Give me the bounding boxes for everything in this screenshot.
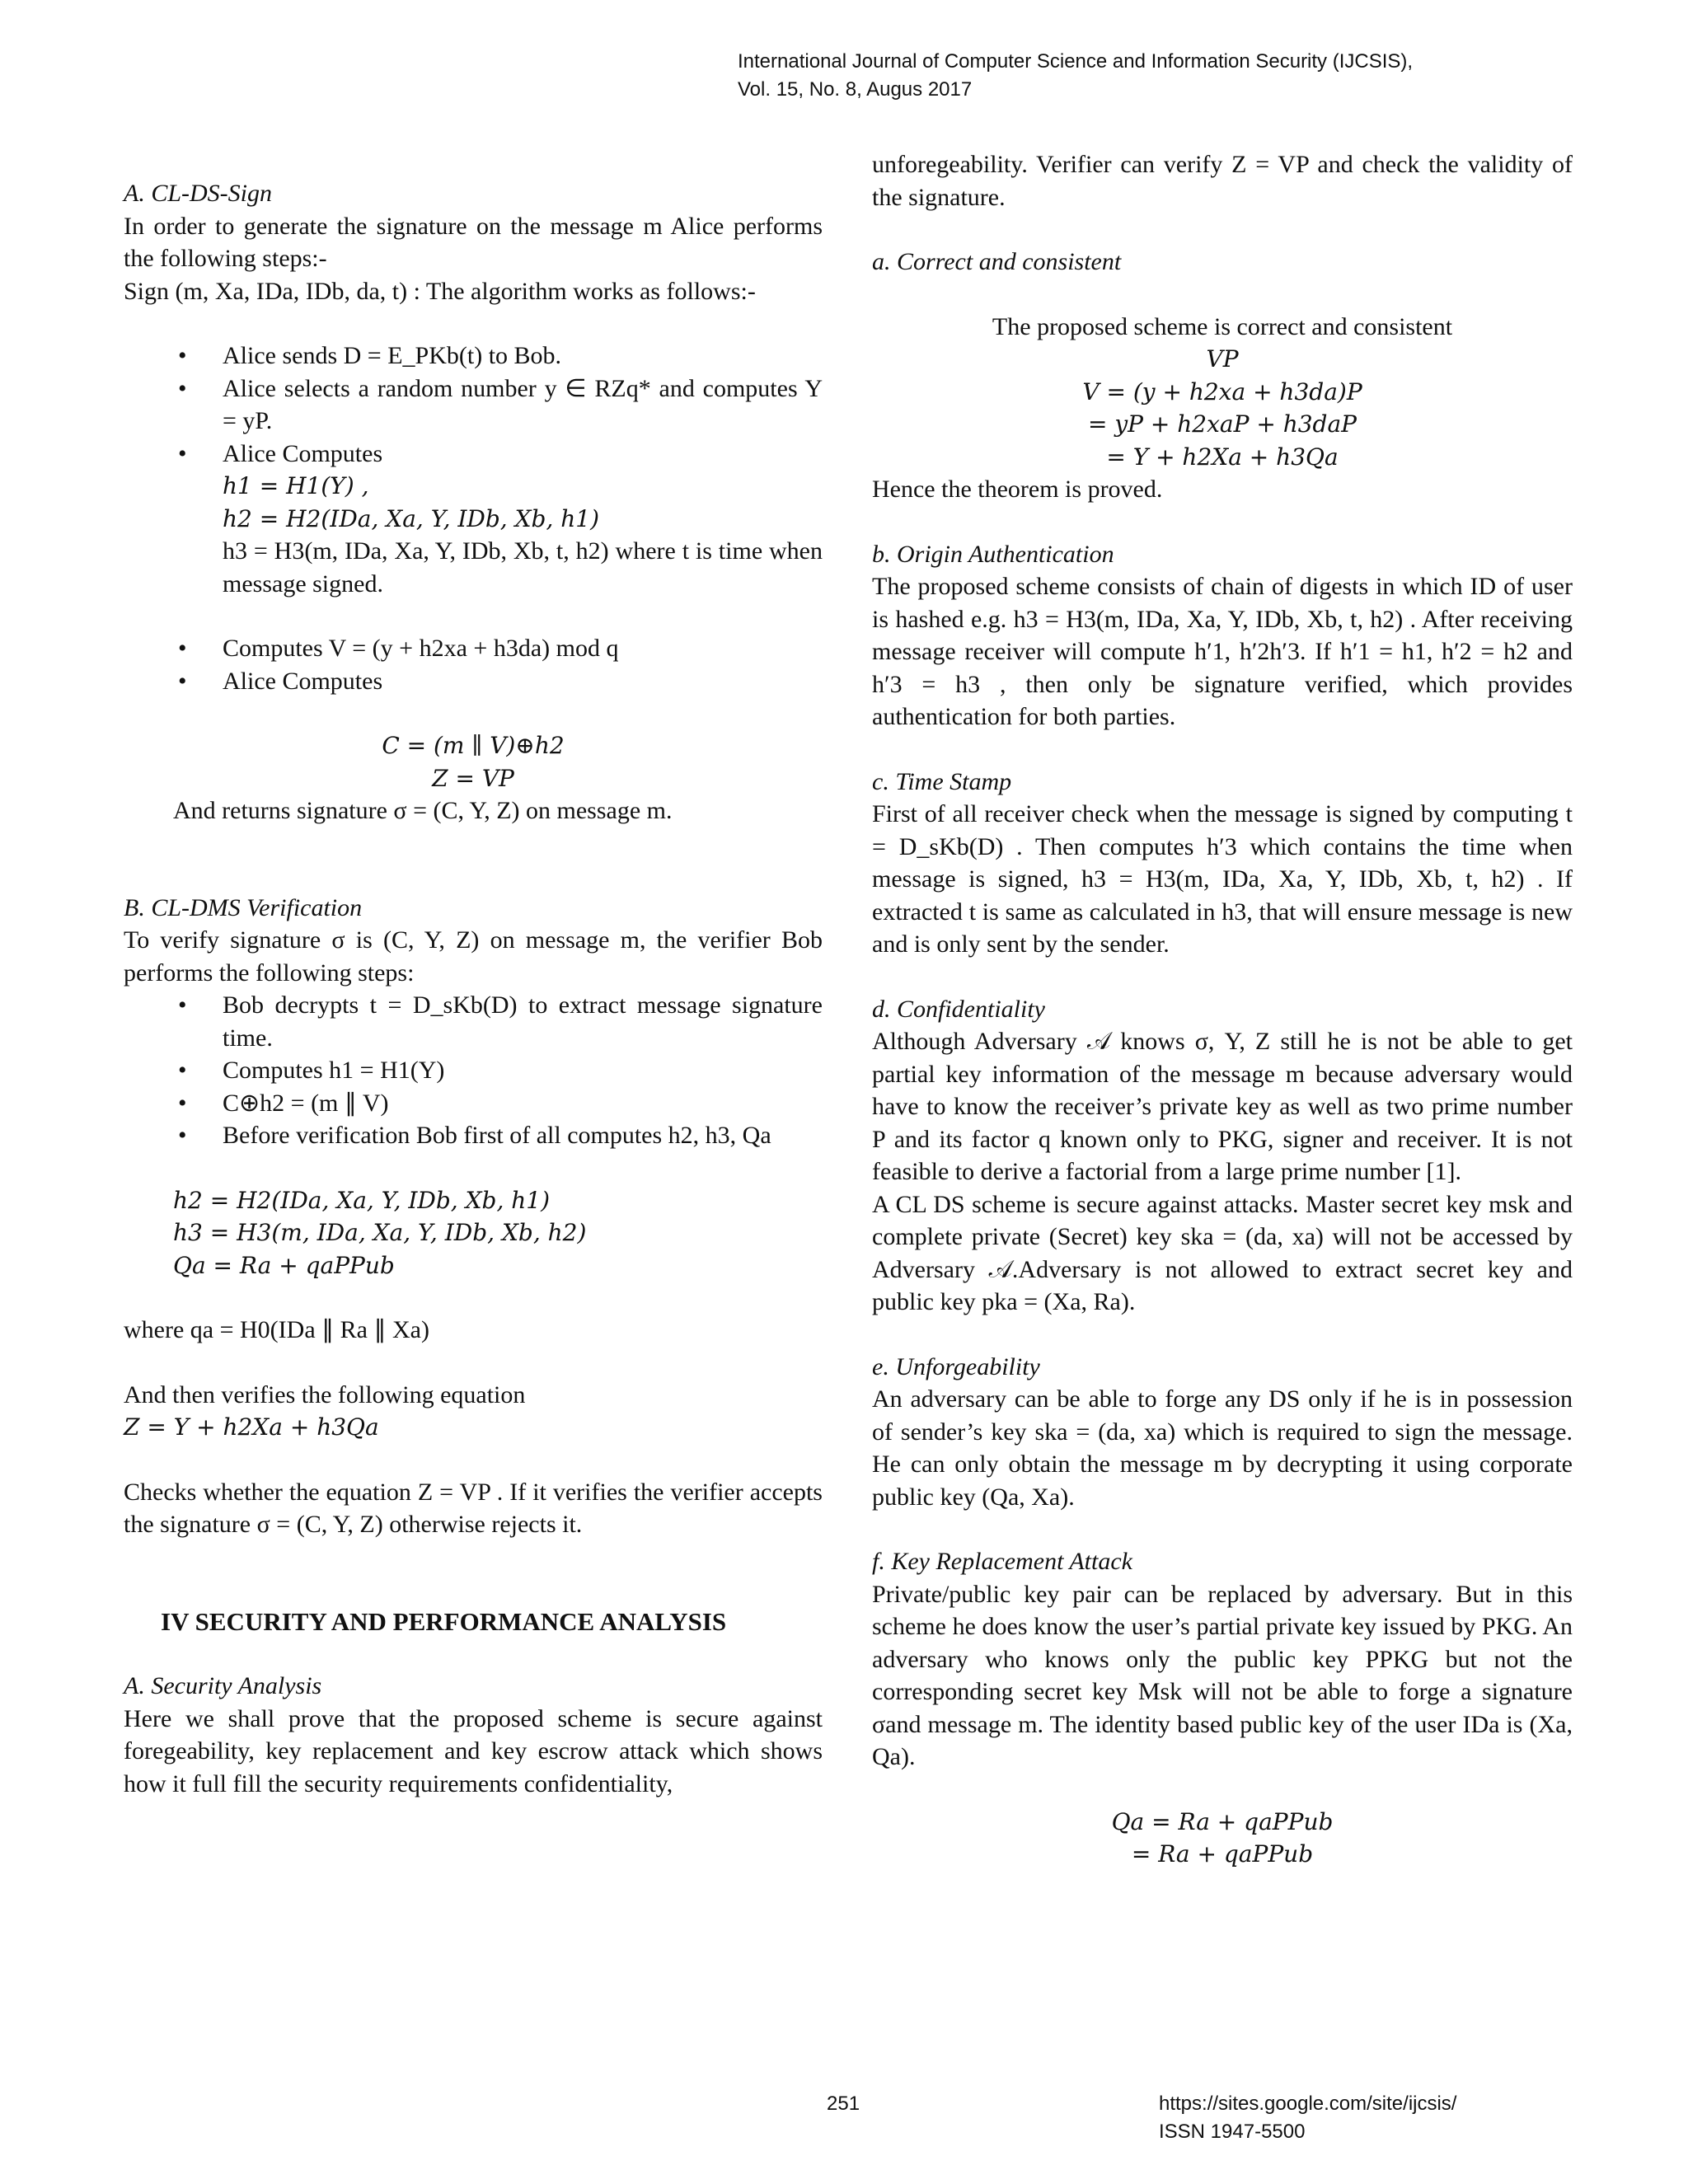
where-qa: where qa = H0(IDa ∥ Ra ∥ Xa)	[124, 1316, 429, 1343]
verify-eq-h3: h3 = H3(m, IDa, Xa, Y, IDb, Xb, h2)	[173, 1219, 587, 1246]
sign-step-3-label: • Alice Computes	[223, 439, 383, 467]
subsec-b-title: b. Origin Authentication	[872, 540, 1114, 568]
confidentiality-text-1: Although Adversary 𝒜 knows σ, Y, Z still he is not be able to get partial key information of the message m because adversary would have to know the receiver’s private key as well as two prime number P and its factor q known only to PKG, signer and receiver. It is not feasible to derive a factorial from a large prime number [1].	[872, 1028, 1573, 1185]
section-a-title: A. CL-DS-Sign	[124, 180, 272, 207]
theorem-proved: Hence the theorem is proved.	[872, 476, 1163, 503]
verify-steps-list	[124, 989, 823, 1152]
verify-step-1: • Bob decrypts t = D_sKb(D) to extract message signature time.	[223, 989, 823, 1054]
qa-eq-2: = Ra + qaPPub	[1131, 1840, 1314, 1868]
sign-step-2: • Alice selects a random number y ∈ RZq* and computes Y = yP.	[223, 373, 823, 438]
page-number: 251	[827, 2093, 860, 2115]
sign-steps-list	[124, 340, 823, 600]
subsec-f-title: f. Key Replacement Attack	[872, 1548, 1132, 1575]
qa-eq-1: Qa = Ra + qaPPub	[1111, 1807, 1334, 1835]
verify-step-3: • C⊕h2 = (m ∥ V)	[223, 1087, 823, 1120]
header-line-2: Vol. 15, No. 8, Augus 2017	[738, 78, 973, 101]
eq-h2: h2 = H2(IDa, Xa, Y, IDb, Xb, h1)	[223, 504, 600, 532]
verify-step-2: • Computes h1 = H1(Y)	[223, 1054, 823, 1087]
header-line-1: International Journal of Computer Science and Information Security (IJCSIS),	[738, 50, 1414, 73]
subsec-e-title: e. Unforgeability	[872, 1352, 1040, 1380]
origin-auth-text: The proposed scheme consists of chain of digests in which ID of user is hashed e.g. h3 = H3(m, IDa, Xa, Y, IDb, Xb, t, h2) . After receiving message receiver will compute h′1, h′2h′3. If h′1 = h1, h′2 = h2 and h′3 = h3 , then only be signature verified, which provides authentication for both parties.	[872, 573, 1573, 730]
then-verifies: And then verifies the following equation	[124, 1380, 526, 1408]
security-analysis-text: Here we shall prove that the proposed scheme is secure against foregeability, key replacement and key escrow attack which shows how it full fill the security requirements confidentiality,	[124, 1704, 823, 1797]
correct-consistent-line: The proposed scheme is correct and consistent	[992, 312, 1453, 340]
proof-eq-2: V = (y + h2xa + h3da)P	[1082, 377, 1362, 405]
subsec-a-title: a. Correct and consistent	[872, 248, 1122, 275]
unforgeability-text: An adversary can be able to forge any DS only if he is in possession of sender’s key ska = (da, xa) which is required to sign the message. He can only obtain the message m by decrypting it using corporate public key (Qa, Xa).	[872, 1385, 1573, 1511]
section-b-intro: To verify signature σ is (C, Y, Z) on message m, the verifier Bob performs the following steps:	[124, 926, 823, 987]
left-column	[124, 177, 823, 1800]
checks-paragraph: Checks whether the equation Z = VP . If it verifies the verifier accepts the signature σ = (C, Y, Z) otherwise rejects it.	[124, 1478, 823, 1538]
sign-step-5: • Alice Computes	[223, 665, 823, 698]
security-analysis-title: A. Security Analysis	[124, 1672, 322, 1699]
subsec-c-title: c. Time Stamp	[872, 767, 1012, 795]
sign-algorithm-line: Sign (m, Xa, IDa, IDb, da, t) : The algorithm works as follows:-	[124, 277, 756, 305]
sign-step-3	[223, 438, 823, 601]
subsec-d-title: d. Confidentiality	[872, 995, 1045, 1023]
proof-eq-4: = Y + h2Xa + h3Qa	[1106, 443, 1339, 471]
section-b-title: B. CL-DMS Verification	[124, 893, 363, 921]
key-replacement-text: Private/public key pair can be replaced by adversary. But in this scheme he does know the user’s partial private key issued by PKG. An adversary who knows only the public key PPKG but not the corresponding secret key Msk will not be able to forge a signature σand message m. The identity based public key of the user IDa is (Xa, Qa).	[872, 1580, 1573, 1770]
eq-h3: h3 = H3(m, IDa, Xa, Y, IDb, Xb, t, h2) where t is time when message signed.	[223, 537, 823, 598]
proof-eq-1: VP	[1206, 345, 1239, 373]
returns-signature: And returns signature σ = (C, Y, Z) on message m.	[173, 797, 673, 824]
section-a-intro: In order to generate the signature on the message m Alice performs the following steps:-	[124, 212, 823, 272]
footer-issn: ISSN 1947-5500	[1159, 2121, 1306, 2143]
eq-z-verify: Z = Y + h2Xa + h3Qa	[124, 1413, 379, 1441]
verify-eq-qa: Qa = Ra + qaPPub	[173, 1251, 395, 1279]
continuation-text: unforegeability. Verifier can verify Z = VP and check the validity of the signature.	[872, 151, 1573, 211]
sign-step-4: • Computes V = (y + h2xa + h3da) mod q	[223, 632, 823, 665]
verify-step-4: • Before verification Bob first of all computes h2, h3, Qa	[223, 1119, 823, 1152]
eq-h1: h1 = H1(Y) ,	[223, 472, 369, 499]
confidentiality-text-2: A CL DS scheme is secure against attacks. Master secret key msk and complete private (Secret) key ska = (da, xa) will not be accessed by Adversary 𝒜.Adversary is not allowed to extract secret key and public key pka = (Xa, Ra).	[872, 1190, 1573, 1315]
footer-right	[1159, 2090, 1456, 2146]
sign-steps-list-2	[124, 632, 823, 697]
journal-header	[738, 48, 1644, 104]
verify-eq-h2: h2 = H2(IDa, Xa, Y, IDb, Xb, h1)	[173, 1186, 551, 1214]
eq-c: C = (m ∥ V)⊕h2	[382, 732, 565, 759]
right-column	[872, 148, 1573, 1871]
proof-eq-3: = yP + h2xaP + h3daP	[1087, 410, 1357, 438]
eq-z: Z = VP	[432, 764, 514, 792]
footer-url: https://sites.google.com/site/ijcsis/	[1159, 2093, 1457, 2115]
section-iv-title: IV SECURITY AND PERFORMANCE ANALYSIS	[161, 1606, 727, 1636]
sign-step-1: • Alice sends D = E_PKb(t) to Bob.	[223, 340, 823, 373]
time-stamp-text: First of all receiver check when the message is signed by computing t = D_sKb(D) . Then computes h′3 which contains the time when message is signed, h3 = H3(m, IDa, Xa, Y, IDb, Xb, t, h2) . If extracted t is same as calculated in h3, that will ensure message is new and is only sent by the sender.	[872, 800, 1573, 958]
